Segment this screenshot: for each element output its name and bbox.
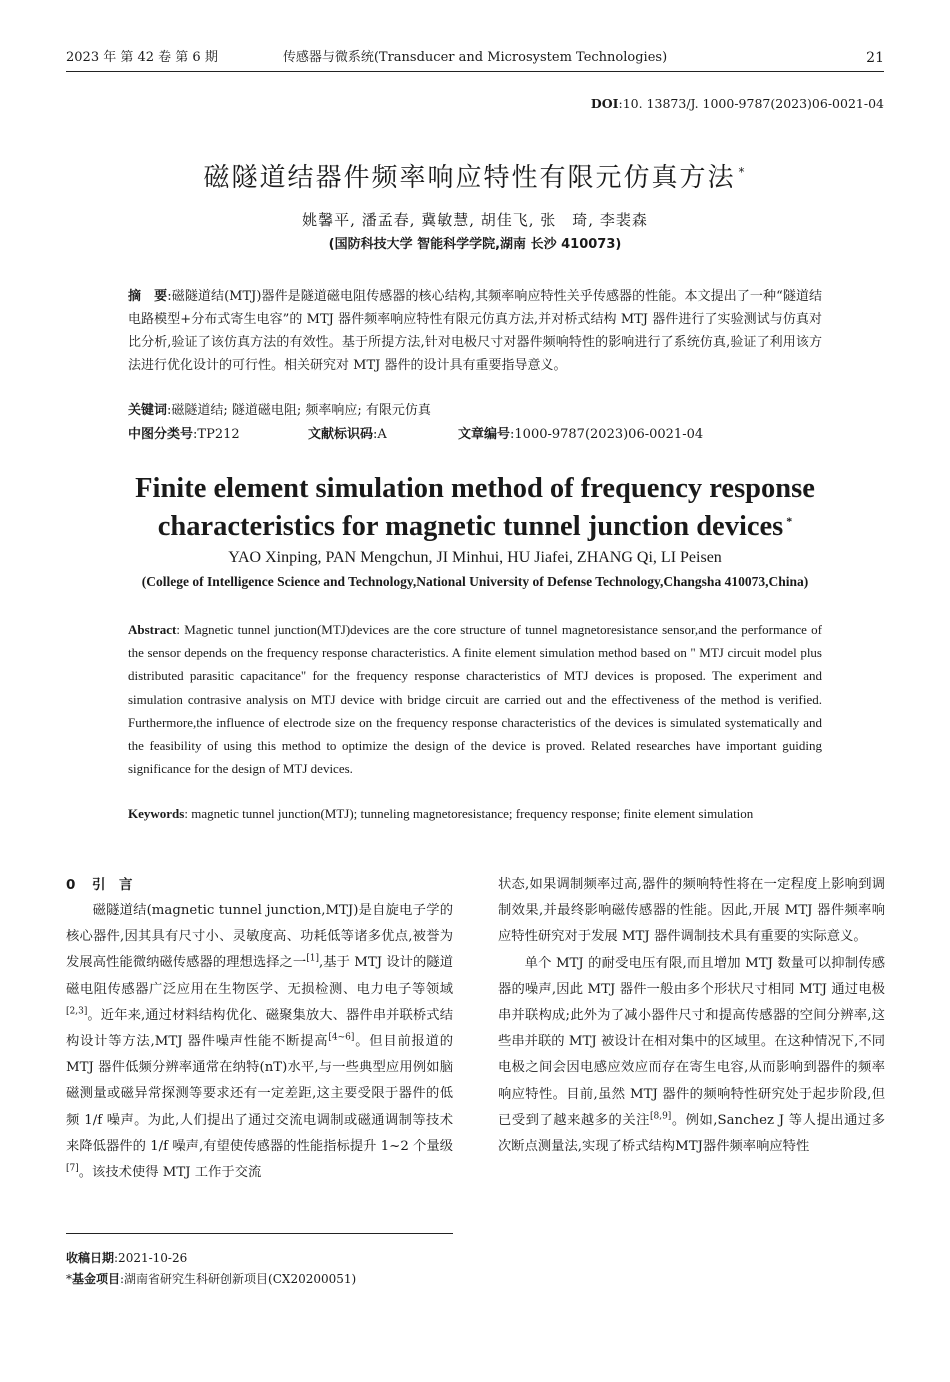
citation: [4~6] [328, 1032, 355, 1043]
title-footnote-mark: * [738, 165, 747, 180]
body-paragraph: 状态,如果调制频率过高,器件的频响特性将在一定程度上影响到调制效果,并最终影响磁传感器的性能。因此,开展 MTJ 器件频率响应特性研究对于发展 MTJ 器件调制技术具有重要的实际意义。 [498, 877, 885, 945]
keywords-english-text: : magnetic tunnel junction(MTJ); tunneling magnetoresistance; frequency response; finite element simulation [184, 806, 754, 821]
running-head [66, 47, 884, 72]
title-english-footnote-mark: * [786, 513, 793, 528]
title-english [40, 470, 910, 546]
body-text: 。例如,Sanchez J 等人提出通过多次断点测量法,实现了桥式结构MTJ器件频率响应特性 [498, 1112, 885, 1155]
art-value: :1000-9787(2023)06-0021-04 [510, 427, 704, 442]
body-text: 磁隧道结(magnetic tunnel junction,MTJ)是自旋电子学的核心器件,因其具有尺寸小、灵敏度高、功耗低等诸多优点,被誉为发展高性能微纳磁传感器的理想选择之一 [66, 903, 453, 971]
doc-value: :A [373, 427, 387, 442]
title-english-line-2-text: characteristics for magnetic tunnel junction devices [157, 511, 784, 542]
abstract-chinese-text: :磁隧道结(MTJ)器件是隧道磁电阻传感器的核心结构,其频率响应特性关乎传感器的性能。本文提出了一种“隧道结电路模型+分布式寄生电容”的 MTJ 器件频率响应特性有限元仿真方法,并对桥式结构 MTJ 器件进行了实验测试与仿真对比分析,验证了该仿真方法的有效性。基于所提方法,针对电极尺寸对器件频响特性的影响进行了系统仿真,验证了利用该方法进行优化设计的可行性。相关研究对 MTJ 器件的设计具有重要指导意义。 [128, 289, 822, 373]
abstract-english-label: Abstract [128, 622, 177, 637]
received-label: 收稿日期 [66, 1251, 115, 1265]
footnote-fund [66, 1270, 466, 1288]
journal-issue: 2023 年 第 42 卷 第 6 期 [66, 50, 218, 65]
body-text: 。该技术使得 MTJ 工作于交流 [78, 1165, 262, 1181]
page-number: 21 [866, 50, 884, 66]
title-english-line-2 [40, 508, 910, 546]
body-text: 。近年来,通过材料结构优化、磁聚集放大、器件串并联桥式结构设计等方法,MTJ 器件噪声性能不断提高 [66, 1007, 453, 1050]
document-code [308, 424, 458, 446]
doc-label: 文献标识码 [308, 427, 374, 442]
body-text: 。但目前报道的 MTJ 器件低频分辨率通常在纳特(nT)水平,与一些典型应用例如脑磁测量或磁异常探测等要求还有一定差距,这主要受限于器件的低频 1/f 噪声。为此,人们提出了通过交流电调制或磁通调制等技术来降低器件的 1/f 噪声,有望使传感器的性能指标提升 1~2 个量级 [66, 1034, 453, 1154]
authors-english: YAO Xinping, PAN Mengchun, JI Minhui, HU Jiafei, ZHANG Qi, LI Peisen [228, 549, 722, 566]
title-chinese [0, 158, 950, 198]
body-column-left [66, 872, 453, 1186]
title-english-line-1: Finite element simulation method of frequency response [135, 473, 815, 504]
citation: [1] [306, 953, 319, 964]
doi-label: DOI [590, 96, 619, 111]
journal-name: 传感器与微系统(Transducer and Microsystem Technologies) [282, 50, 668, 65]
fund-mark: * [66, 1272, 72, 1286]
affiliation-chinese: (国防科技大学 智能科学学院,湖南 长沙 410073) [328, 237, 622, 252]
footnote-received [66, 1249, 466, 1267]
citation: [2,3] [66, 1006, 88, 1017]
footnote-divider [66, 1233, 453, 1234]
abstract-english [128, 618, 822, 780]
abstract-english-text: : Magnetic tunnel junction(MTJ)devices are the core structure of tunnel magnetoresistance sensor,and the performance of the sensor depends on the frequency response characteristics. A finite element simulation method based on " MTJ circuit model plus distributed parasitic capacitance" for the frequency response characteristics of MTJ devices is proposed. The experiment and simulation contrasive analysis on MTJ device with bridge circuit are carried out and the effectiveness of the method is verified. Furthermore,the influence of electrode size on the frequency response characteristics of the devices is simulated systematically and the feasibility of using this method to optimize the design of the device is proved. Related researches have important guiding significance for the design of MTJ devices. [128, 622, 822, 777]
doi-line [591, 95, 884, 113]
citation: [7] [66, 1163, 79, 1174]
clc-label: 中图分类号 [128, 427, 194, 442]
art-label: 文章编号 [458, 427, 511, 442]
fund-value: :湖南省研究生科研创新项目(CX20200051) [120, 1272, 357, 1286]
doi-value: :10. 13873/J. 1000-9787(2023)06-0021-04 [618, 96, 884, 111]
keywords-english-label: Keywords [128, 806, 185, 821]
body-column-right [498, 872, 885, 1160]
abstract-chinese [128, 285, 822, 377]
affiliation-english: (College of Intelligence Science and Technology,National University of Defense Technology,Changsha 410073,China) [141, 574, 809, 589]
authors-chinese: 姚馨平, 潘孟春, 冀敏慧, 胡佳飞, 张 琦, 李裴森 [302, 211, 648, 229]
section-number: 0 [66, 877, 76, 893]
keywords-chinese-text: :磁隧道结; 隧道磁电阻; 频率响应; 有限元仿真 [167, 403, 431, 418]
body-paragraph [498, 951, 885, 1161]
classification-line [128, 424, 822, 446]
body-paragraph [66, 898, 453, 1186]
clc-code [128, 424, 308, 446]
body-text: ,基于 MTJ 设计的隧道磁电阻传感器广泛应用在生物医学、无损检测、电力电子等领域 [66, 955, 453, 997]
abstract-chinese-label: 摘 要 [128, 289, 168, 304]
section-heading-introduction [66, 872, 453, 898]
received-value: :2021-10-26 [114, 1251, 188, 1265]
article-number [458, 424, 703, 446]
section-title: 引 言 [92, 877, 133, 893]
keywords-english [128, 802, 822, 825]
title-chinese-text: 磁隧道结器件频率响应特性有限元仿真方法 [203, 163, 736, 193]
keywords-chinese [128, 400, 822, 422]
keywords-chinese-label: 关键词 [128, 403, 168, 418]
clc-value: :TP212 [193, 427, 240, 442]
body-text: 单个 MTJ 的耐受电压有限,而且增加 MTJ 数量可以抑制传感器的噪声,因此 MTJ 器件一般由多个形状尺寸相同 MTJ 通过电极串并联构成;此外为了减小器件尺寸和提高传感器的空间分辨率,这些串并联的 MTJ 被设计在相对集中的区域里。在这种情况下,不同电极之间会因电感应效应而存在寄生电容,从而影响到器件的频率响应特性。目前,虽然 MTJ 器件的频响特性研究处于起步阶段,但已受到了越来越多的关注 [498, 955, 885, 1128]
citation: [8,9] [649, 1111, 672, 1122]
fund-label: 基金项目 [72, 1272, 121, 1286]
